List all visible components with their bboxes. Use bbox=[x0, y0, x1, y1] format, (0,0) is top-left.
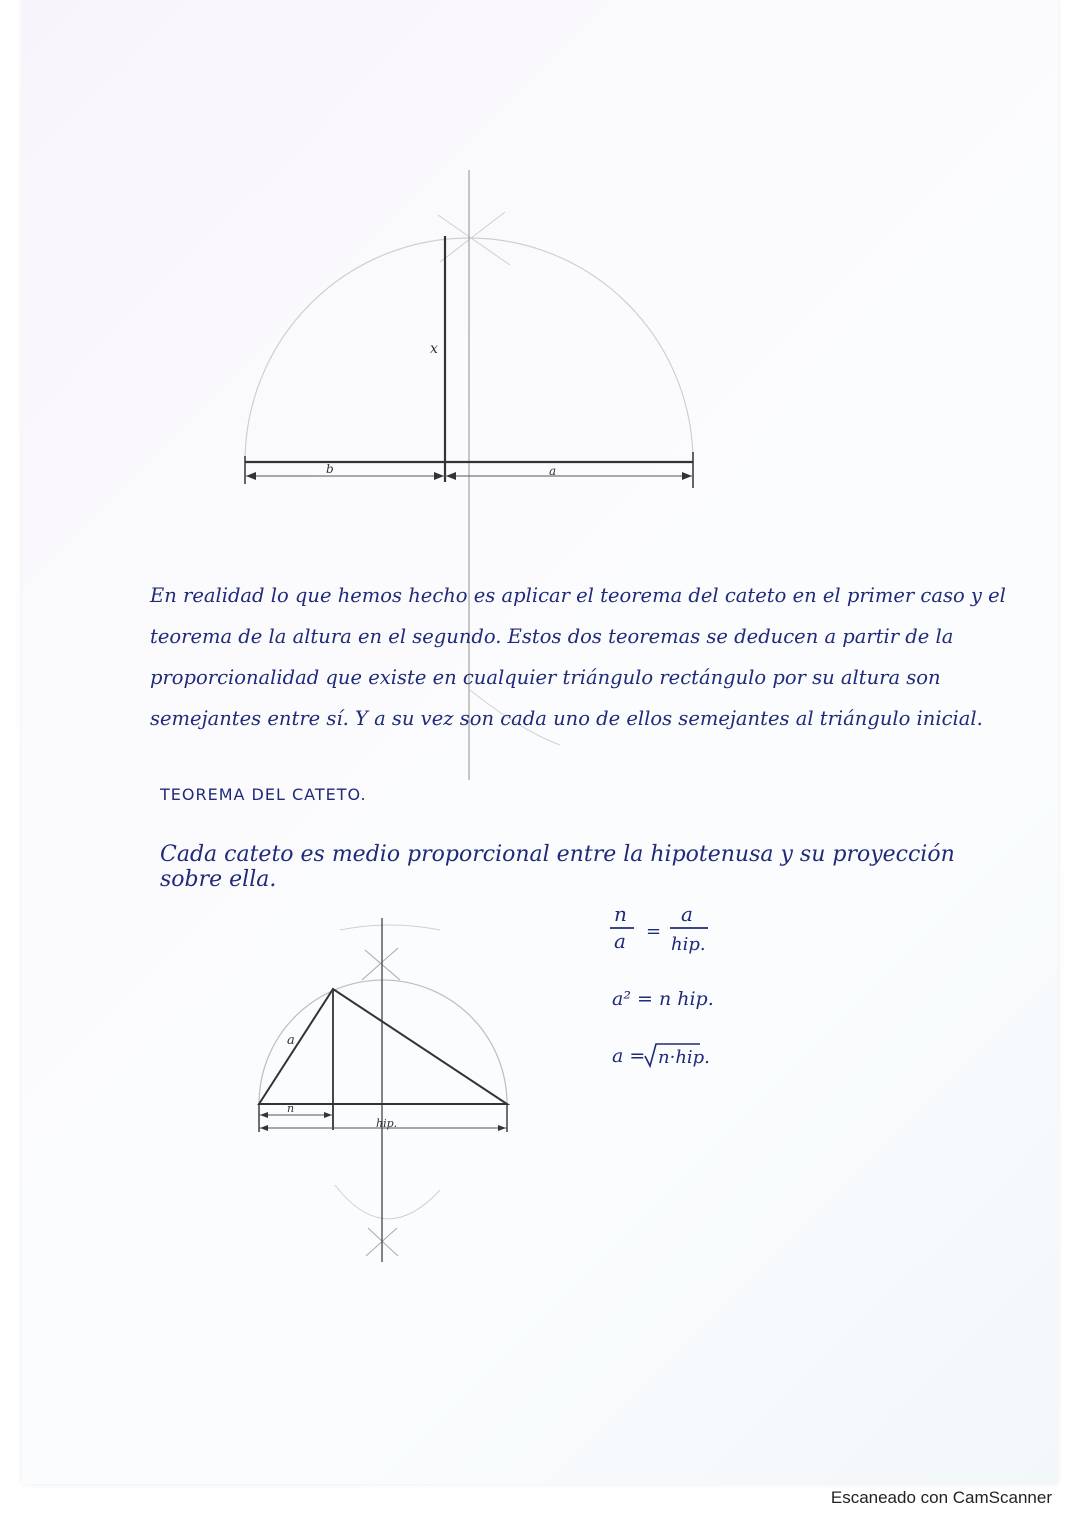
formula1-equals: = bbox=[646, 921, 662, 942]
formula3-root: n·hip. bbox=[658, 1047, 710, 1068]
label-a: a bbox=[549, 464, 557, 478]
formula1-den-right: hip. bbox=[671, 934, 706, 955]
explanation-paragraph: En realidad lo que hemos hecho es aplicar el teorema del cateto en el primer caso y el teorema de la altura en el segundo. Estos dos teoremas se deducen a partir de la proporcionalidad que existe en cualquier triángulo rectángulo por su altura son semejantes entre sí. Y a su vez son cada uno de ellos semejantes al triángulo inicial. bbox=[150, 584, 1006, 730]
formula1-num-right: a bbox=[681, 902, 693, 926]
label-hip: hip. bbox=[376, 1117, 398, 1130]
label-leg-a: a bbox=[287, 1033, 295, 1048]
formula3-left: a = bbox=[612, 1045, 646, 1067]
hypotenuse-semicircle bbox=[259, 980, 507, 1104]
scanner-watermark: Escaneado con CamScanner bbox=[830, 1488, 1052, 1507]
formula1-num-left: n bbox=[614, 902, 627, 926]
figure-leg-theorem bbox=[259, 918, 507, 1262]
formula2: a² = n hip. bbox=[612, 988, 714, 1010]
theorem-statement: Cada cateto es medio proporcional entre la hipotenusa y su proyección sobre ella. bbox=[160, 842, 955, 892]
label-b: b bbox=[326, 462, 334, 476]
section-heading: TEOREMA DEL CATETO. bbox=[160, 785, 367, 804]
label-n: n bbox=[287, 1102, 295, 1115]
formula1-den-left: a bbox=[614, 929, 626, 953]
label-x: x bbox=[430, 341, 438, 357]
formulas bbox=[610, 902, 714, 1068]
right-triangle bbox=[259, 989, 507, 1104]
